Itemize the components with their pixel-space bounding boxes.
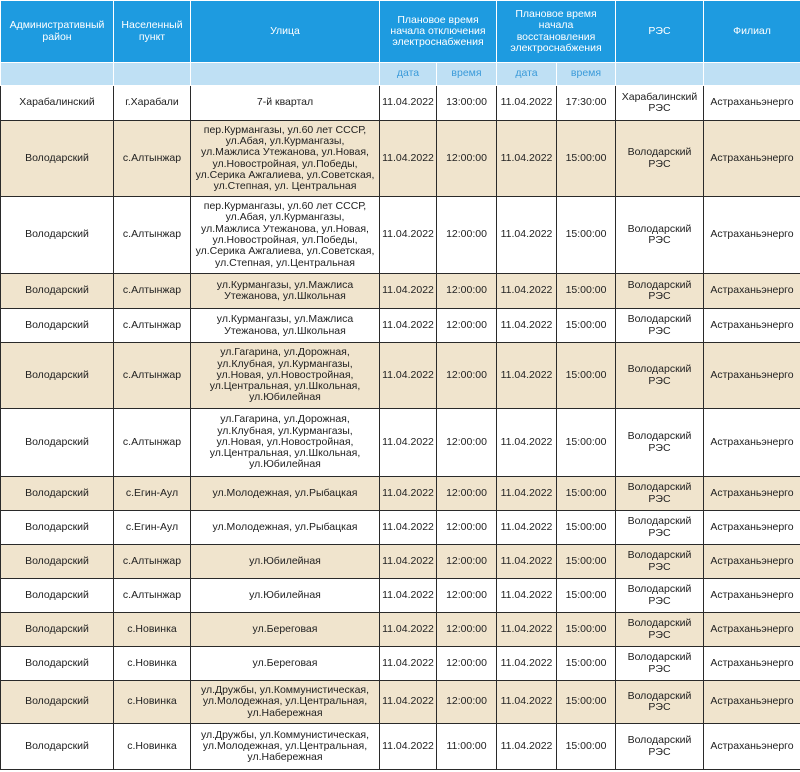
cell-branch: Астраханьэнерго [704, 613, 800, 647]
cell-restore-date: 11.04.2022 [497, 545, 557, 579]
table-row [1, 86, 800, 121]
cell-res: Володарский РЭС [616, 343, 704, 409]
cell-restore-date: 11.04.2022 [497, 121, 557, 197]
cell-restore-date: 11.04.2022 [497, 409, 557, 477]
cell-locality: с.Алтынжар [114, 579, 191, 613]
cell-street: ул.Молодежная, ул.Рыбацкая [191, 511, 380, 545]
table-row [1, 121, 800, 197]
table-row [1, 647, 800, 681]
cell-off-time: 12:00:00 [437, 121, 497, 197]
cell-branch: Астраханьэнерго [704, 409, 800, 477]
cell-res: Володарский РЭС [616, 409, 704, 477]
header-restore-time: Плановое время начала восстановления электроснабжения [497, 1, 616, 63]
cell-off-date: 11.04.2022 [380, 681, 437, 724]
cell-branch: Астраханьэнерго [704, 86, 800, 121]
cell-restore-time: 17:30:00 [557, 86, 616, 121]
cell-street: ул.Молодежная, ул.Рыбацкая [191, 477, 380, 511]
cell-district: Володарский [1, 647, 114, 681]
cell-district: Володарский [1, 724, 114, 770]
cell-street: ул.Береговая [191, 613, 380, 647]
cell-restore-time: 15:00:00 [557, 681, 616, 724]
table-row [1, 274, 800, 309]
cell-district: Володарский [1, 477, 114, 511]
cell-branch: Астраханьэнерго [704, 724, 800, 770]
cell-res: Володарский РЭС [616, 121, 704, 197]
table-row [1, 343, 800, 409]
subheader-empty [191, 63, 380, 86]
cell-restore-date: 11.04.2022 [497, 613, 557, 647]
cell-restore-time: 15:00:00 [557, 197, 616, 274]
cell-res: Володарский РЭС [616, 545, 704, 579]
cell-branch: Астраханьэнерго [704, 477, 800, 511]
header-locality: Населенный пункт [114, 1, 191, 63]
header-row [1, 1, 800, 63]
cell-res: Володарский РЭС [616, 309, 704, 343]
cell-restore-time: 15:00:00 [557, 647, 616, 681]
cell-restore-time: 15:00:00 [557, 121, 616, 197]
cell-res: Володарский РЭС [616, 579, 704, 613]
header-branch: Филиал [704, 1, 800, 63]
cell-street: ул.Курмангазы, ул.Мажлиса Утежанова, ул.Школьная [191, 274, 380, 309]
table-row [1, 579, 800, 613]
cell-locality: с.Алтынжар [114, 409, 191, 477]
cell-res: Володарский РЭС [616, 724, 704, 770]
cell-street: ул.Юбилейная [191, 579, 380, 613]
cell-restore-date: 11.04.2022 [497, 579, 557, 613]
cell-off-time: 12:00:00 [437, 274, 497, 309]
cell-locality: с.Алтынжар [114, 121, 191, 197]
cell-street: ул.Дружбы, ул.Коммунистическая, ул.Молодежная, ул.Центральная, ул.Набережная [191, 724, 380, 770]
subheader-empty [1, 63, 114, 86]
cell-district: Володарский [1, 274, 114, 309]
cell-off-date: 11.04.2022 [380, 579, 437, 613]
table-body [1, 86, 800, 770]
cell-branch: Астраханьэнерго [704, 121, 800, 197]
cell-off-time: 12:00:00 [437, 477, 497, 511]
table-row [1, 724, 800, 770]
header-district: Административный район [1, 1, 114, 63]
cell-district: Володарский [1, 545, 114, 579]
cell-locality: с.Алтынжар [114, 309, 191, 343]
cell-street: 7-й квартал [191, 86, 380, 121]
cell-branch: Астраханьэнерго [704, 343, 800, 409]
cell-restore-date: 11.04.2022 [497, 724, 557, 770]
cell-restore-time: 15:00:00 [557, 579, 616, 613]
cell-off-time: 12:00:00 [437, 409, 497, 477]
cell-off-time: 12:00:00 [437, 197, 497, 274]
cell-off-time: 12:00:00 [437, 579, 497, 613]
table-row [1, 613, 800, 647]
cell-off-date: 11.04.2022 [380, 724, 437, 770]
subheader-empty [616, 63, 704, 86]
cell-off-date: 11.04.2022 [380, 86, 437, 121]
subheader-restore-time: время [557, 63, 616, 86]
cell-branch: Астраханьэнерго [704, 681, 800, 724]
cell-district: Володарский [1, 343, 114, 409]
cell-off-time: 12:00:00 [437, 511, 497, 545]
cell-locality: с.Новинка [114, 613, 191, 647]
cell-district: Володарский [1, 121, 114, 197]
table-row [1, 197, 800, 274]
table-row [1, 545, 800, 579]
subheader-off-time: время [437, 63, 497, 86]
cell-locality: с.Новинка [114, 724, 191, 770]
cell-restore-time: 15:00:00 [557, 274, 616, 309]
cell-restore-date: 11.04.2022 [497, 309, 557, 343]
cell-branch: Астраханьэнерго [704, 197, 800, 274]
cell-district: Володарский [1, 613, 114, 647]
subheader-empty [114, 63, 191, 86]
cell-locality: с.Алтынжар [114, 274, 191, 309]
table-row [1, 477, 800, 511]
cell-branch: Астраханьэнерго [704, 511, 800, 545]
cell-off-time: 12:00:00 [437, 343, 497, 409]
cell-street: ул.Юбилейная [191, 545, 380, 579]
cell-locality: с.Алтынжар [114, 545, 191, 579]
cell-locality: с.Новинка [114, 681, 191, 724]
cell-res: Володарский РЭС [616, 274, 704, 309]
cell-restore-time: 15:00:00 [557, 545, 616, 579]
cell-off-time: 12:00:00 [437, 613, 497, 647]
cell-restore-time: 15:00:00 [557, 477, 616, 511]
cell-restore-time: 15:00:00 [557, 409, 616, 477]
cell-district: Володарский [1, 511, 114, 545]
cell-street: ул.Гагарина, ул.Дорожная, ул.Клубная, ул.Курмангазы, ул.Новая, ул.Новостройная, ул.Центральная, ул.Школьная, ул.Юбилейная [191, 409, 380, 477]
table-row [1, 409, 800, 477]
cell-off-time: 12:00:00 [437, 309, 497, 343]
cell-res: Володарский РЭС [616, 681, 704, 724]
cell-off-date: 11.04.2022 [380, 545, 437, 579]
cell-locality: с.Егин-Аул [114, 511, 191, 545]
cell-res: Володарский РЭС [616, 511, 704, 545]
cell-branch: Астраханьэнерго [704, 274, 800, 309]
cell-locality: с.Алтынжар [114, 343, 191, 409]
cell-restore-date: 11.04.2022 [497, 511, 557, 545]
header-res: РЭС [616, 1, 704, 63]
cell-off-time: 13:00:00 [437, 86, 497, 121]
cell-res: Володарский РЭС [616, 477, 704, 511]
table-row [1, 681, 800, 724]
cell-street: пер.Курмангазы, ул.60 лет СССР, ул.Абая, ул.Курмангазы, ул.Мажлиса Утежанова, ул.Новая, ул.Новостройная, ул.Победы, ул.Серика Ажгалиева, ул.Советская, ул.Степная, ул.Центральная [191, 197, 380, 274]
cell-restore-date: 11.04.2022 [497, 343, 557, 409]
cell-res: Володарский РЭС [616, 613, 704, 647]
cell-district: Володарский [1, 197, 114, 274]
cell-branch: Астраханьэнерго [704, 545, 800, 579]
cell-district: Володарский [1, 579, 114, 613]
cell-off-date: 11.04.2022 [380, 197, 437, 274]
cell-district: Володарский [1, 681, 114, 724]
cell-branch: Астраханьэнерго [704, 309, 800, 343]
cell-branch: Астраханьэнерго [704, 579, 800, 613]
cell-res: Харабалинский РЭС [616, 86, 704, 121]
cell-street: ул.Курмангазы, ул.Мажлиса Утежанова, ул.Школьная [191, 309, 380, 343]
cell-off-time: 12:00:00 [437, 545, 497, 579]
cell-off-time: 12:00:00 [437, 647, 497, 681]
cell-locality: с.Новинка [114, 647, 191, 681]
cell-locality: с.Егин-Аул [114, 477, 191, 511]
cell-off-date: 11.04.2022 [380, 647, 437, 681]
cell-restore-date: 11.04.2022 [497, 647, 557, 681]
cell-restore-date: 11.04.2022 [497, 477, 557, 511]
cell-off-date: 11.04.2022 [380, 477, 437, 511]
cell-restore-time: 15:00:00 [557, 511, 616, 545]
cell-locality: г.Харабали [114, 86, 191, 121]
subheader-empty [704, 63, 800, 86]
cell-restore-date: 11.04.2022 [497, 681, 557, 724]
cell-restore-time: 15:00:00 [557, 343, 616, 409]
header-off-time: Плановое время начала отключения электроснабжения [380, 1, 497, 63]
cell-branch: Астраханьэнерго [704, 647, 800, 681]
cell-off-date: 11.04.2022 [380, 511, 437, 545]
cell-restore-date: 11.04.2022 [497, 86, 557, 121]
cell-district: Володарский [1, 309, 114, 343]
subheader-row [1, 63, 800, 86]
cell-off-date: 11.04.2022 [380, 121, 437, 197]
header-street: Улица [191, 1, 380, 63]
cell-off-date: 11.04.2022 [380, 343, 437, 409]
cell-street: пер.Курмангазы, ул.60 лет СССР, ул.Абая, ул.Курмангазы, ул.Мажлиса Утежанова, ул.Новая, ул.Новостройная, ул.Победы, ул.Серика Ажгалиева, ул.Советская, ул.Степная, ул. Центральная [191, 121, 380, 197]
cell-off-time: 11:00:00 [437, 724, 497, 770]
cell-off-date: 11.04.2022 [380, 613, 437, 647]
cell-district: Харабалинский [1, 86, 114, 121]
subheader-restore-date: дата [497, 63, 557, 86]
table-row [1, 309, 800, 343]
cell-restore-date: 11.04.2022 [497, 274, 557, 309]
cell-restore-time: 15:00:00 [557, 613, 616, 647]
cell-off-time: 12:00:00 [437, 681, 497, 724]
table-row [1, 511, 800, 545]
cell-street: ул.Дружбы, ул.Коммунистическая, ул.Молодежная, ул.Центральная, ул.Набережная [191, 681, 380, 724]
cell-district: Володарский [1, 409, 114, 477]
cell-street: ул.Береговая [191, 647, 380, 681]
cell-restore-time: 15:00:00 [557, 724, 616, 770]
cell-res: Володарский РЭС [616, 647, 704, 681]
cell-locality: с.Алтынжар [114, 197, 191, 274]
cell-street: ул.Гагарина, ул.Дорожная, ул.Клубная, ул.Курмангазы, ул.Новая, ул.Новостройная, ул.Центральная, ул.Школьная, ул.Юбилейная [191, 343, 380, 409]
cell-off-date: 11.04.2022 [380, 409, 437, 477]
cell-restore-date: 11.04.2022 [497, 197, 557, 274]
cell-res: Володарский РЭС [616, 197, 704, 274]
cell-restore-time: 15:00:00 [557, 309, 616, 343]
cell-off-date: 11.04.2022 [380, 274, 437, 309]
subheader-off-date: дата [380, 63, 437, 86]
cell-off-date: 11.04.2022 [380, 309, 437, 343]
